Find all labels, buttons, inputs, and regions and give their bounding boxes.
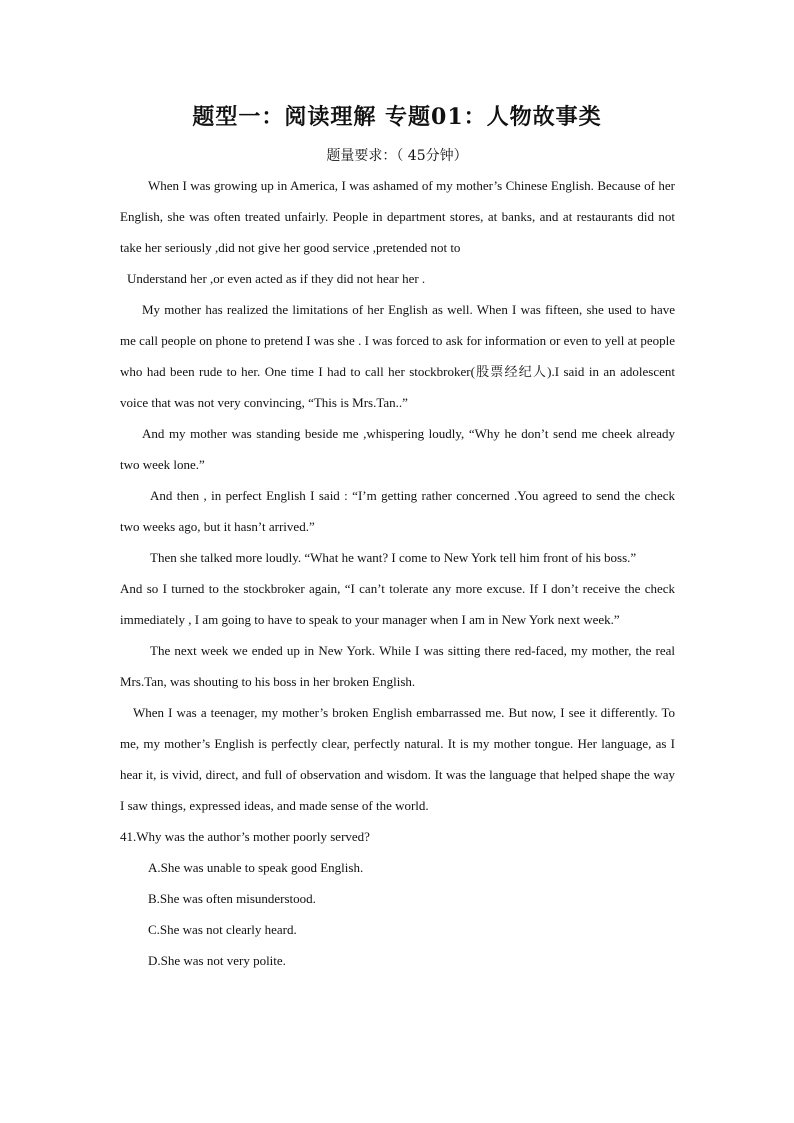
option-d: D.She was not very polite. bbox=[148, 953, 286, 968]
paragraph-1: When I was growing up in America, I was ashamed of my mother’s Chinese English. Because of her English, she was often treated unfairly. People in department stores, at banks, and at restaurants did not take her seriously ,did not give her good service ,pretended not to bbox=[120, 178, 675, 255]
paragraph-4: And then , in perfect English I said : “I’m getting rather concerned .You agreed to send the check two weeks ago, but it hasn’t arrived.” bbox=[120, 488, 675, 534]
option-c: C.She was not clearly heard. bbox=[148, 922, 297, 937]
paragraph-5: Then she talked more loudly. “What he want? I come to New York tell him front of his boss.” bbox=[150, 550, 637, 565]
paragraph-7: When I was a teenager, my mother’s broken English embarrassed me. But now, I see it differently. To me, my mother’s English is perfectly clear, perfectly natural. It is my mother tongue. Her language, as I hear it, is vivid, direct, and full of observation and wisdom. It was the language that helped shape the way I saw things, expressed ideas, and made sense of the world. bbox=[120, 705, 675, 813]
time-requirement: 题量要求：（ 45分钟） bbox=[326, 148, 468, 164]
paragraph-1-continued: Understand her ,or even acted as if they did not hear her . bbox=[127, 271, 426, 286]
answer-options bbox=[120, 852, 675, 976]
paragraph-5-continued: And so I turned to the stockbroker again, “I can’t tolerate any more excuse. If I don’t receive the check immediately , I am going to have to speak to your manager when I am in New York next week.” bbox=[120, 581, 675, 627]
paragraph-2: My mother has realized the limitations of her English as well. When I was fifteen, she used to have me call people on phone to pretend I was she . I was forced to ask for information or even to yell at people who had been rude to her. One time I had to call her stockbroker(股票经纪人).I said in an adolescent voice that was not very convincing, “This is Mrs.Tan..” bbox=[120, 302, 675, 410]
option-a: A.She was unable to speak good English. bbox=[148, 860, 364, 875]
option-b: B.She was often misunderstood. bbox=[148, 891, 316, 906]
question-stem: 41.Why was the author’s mother poorly served? bbox=[120, 829, 370, 844]
paragraph-6: The next week we ended up in New York. While I was sitting there red-faced, my mother, the real Mrs.Tan, was shouting to his boss in her broken English. bbox=[120, 643, 675, 689]
page-title: 题型一：阅读理解 专题01：人物故事类 bbox=[192, 104, 602, 130]
reading-passage bbox=[120, 170, 675, 976]
paragraph-3: And my mother was standing beside me ,whispering loudly, “Why he don’t send me cheek already two week lone.” bbox=[120, 426, 675, 472]
